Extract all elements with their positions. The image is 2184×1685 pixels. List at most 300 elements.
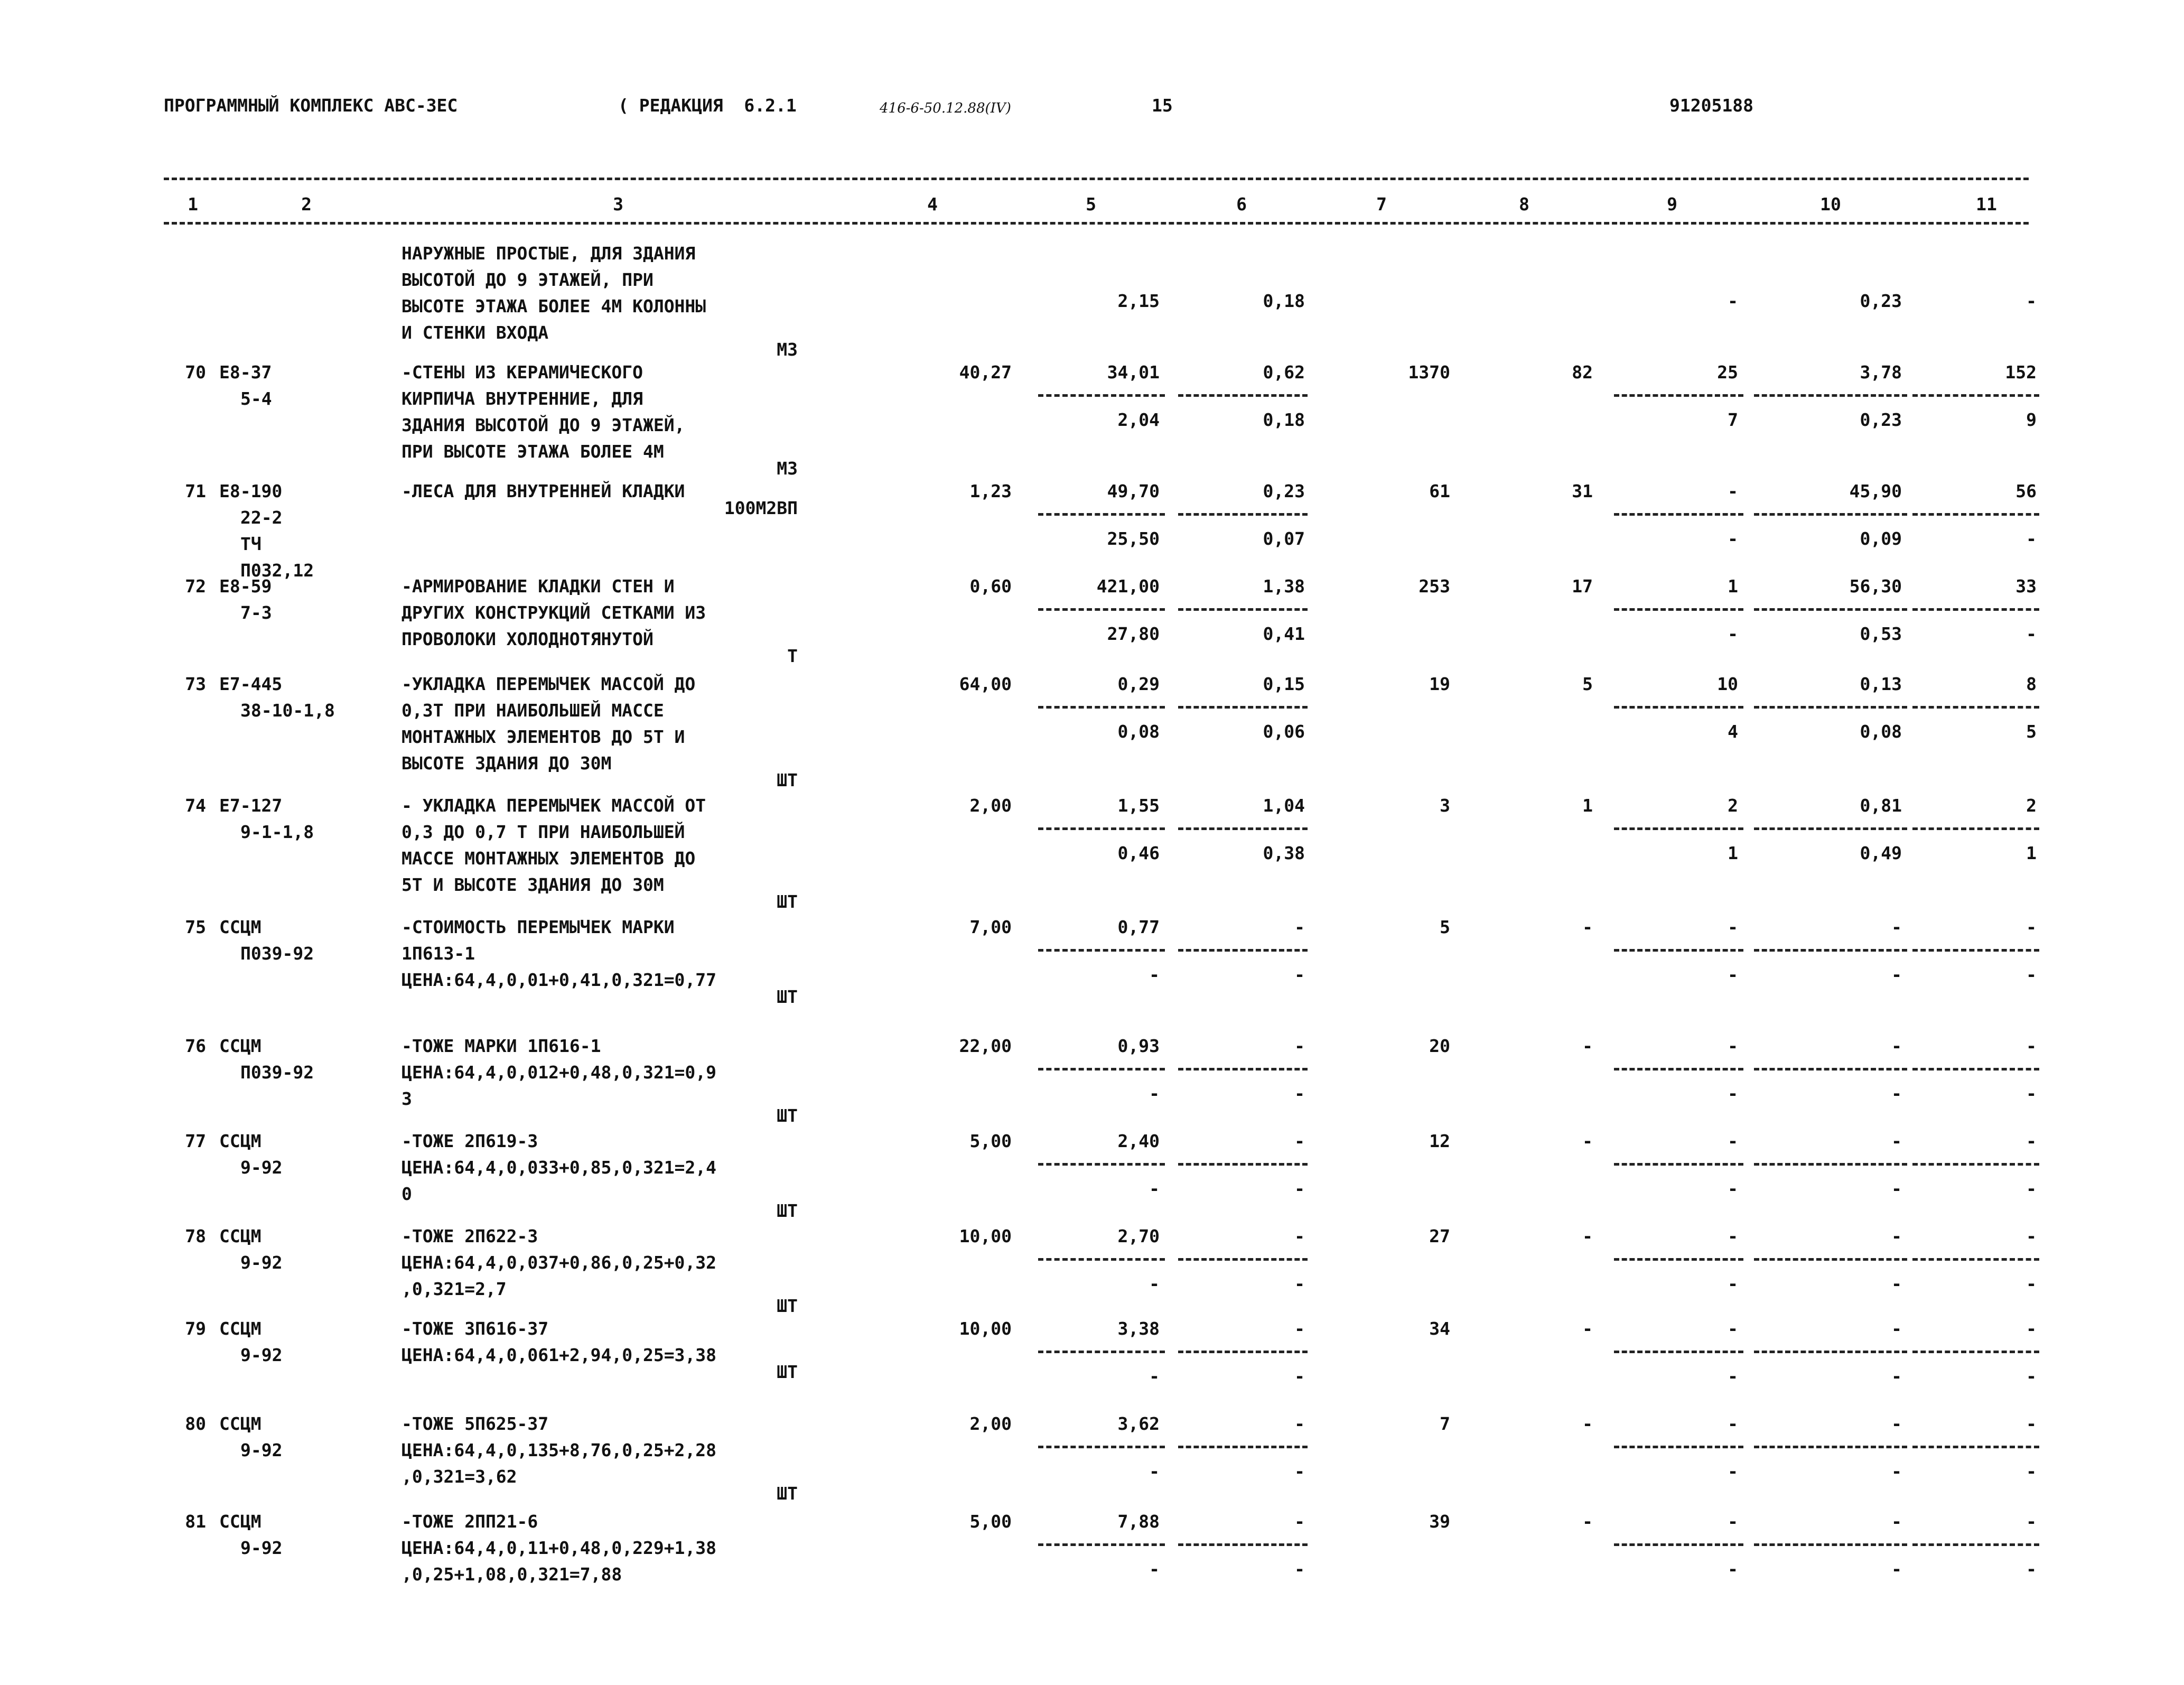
cell-separator bbox=[1038, 394, 1165, 397]
row-unit: 100М2ВП bbox=[724, 498, 798, 518]
cell-col6-second: - bbox=[1294, 1366, 1305, 1386]
row-number: 77 bbox=[185, 1131, 206, 1151]
cell-col10-second: 0,09 bbox=[1860, 528, 1902, 549]
row-description: 5Т И ВЫСОТЕ ЗДАНИЯ ДО 30М bbox=[402, 874, 664, 895]
column-header-3: 3 bbox=[613, 194, 623, 215]
cell-col10-second: 0,08 bbox=[1860, 721, 1902, 742]
cell-separator bbox=[1614, 1068, 1743, 1070]
row-description: ЦЕНА:64,4,0,012+0,48,0,321=0,9 bbox=[402, 1062, 717, 1083]
quantity-cell: 64,00 bbox=[959, 674, 1012, 694]
row-description: -ТОЖЕ МАРКИ 1П616-1 bbox=[402, 1036, 601, 1056]
cell-separator bbox=[1912, 1163, 2039, 1166]
cell-separator bbox=[1912, 1543, 2039, 1546]
row-code: 9-92 bbox=[240, 1345, 283, 1365]
column-header-10: 10 bbox=[1820, 194, 1841, 215]
cell-col7: 7 bbox=[1440, 1413, 1450, 1434]
cell-col9: - bbox=[1728, 481, 1738, 501]
edition-label: ( РЕДАКЦИЯ 6.2.1 bbox=[618, 95, 797, 116]
quantity-cell: 10,00 bbox=[959, 1318, 1012, 1339]
row-unit: ШТ bbox=[777, 891, 798, 912]
cell-col8: - bbox=[1582, 1131, 1593, 1151]
row-description: ЗДАНИЯ ВЫСОТОЙ ДО 9 ЭТАЖЕЙ, bbox=[402, 415, 685, 435]
cell-col11-second: - bbox=[2026, 1461, 2037, 1482]
cell-separator bbox=[1614, 1543, 1743, 1546]
row-code: Е7-127 bbox=[219, 795, 283, 816]
row-description: ВЫСОТОЙ ДО 9 ЭТАЖЕЙ, ПРИ bbox=[402, 269, 654, 290]
cell-col9: - bbox=[1728, 1036, 1738, 1056]
cell-col5: 1,55 bbox=[1117, 795, 1160, 816]
cell-separator bbox=[1754, 1163, 1907, 1166]
cell-col10: 56,30 bbox=[1849, 576, 1902, 597]
cell-separator bbox=[1912, 827, 2039, 830]
cell-separator bbox=[1754, 608, 1907, 611]
cell-col11: - bbox=[2026, 1036, 2037, 1056]
cell-separator bbox=[1754, 513, 1907, 516]
row-description: -ТОЖЕ 2П622-3 bbox=[402, 1226, 538, 1246]
cell-separator bbox=[1754, 706, 1907, 709]
cell-separator bbox=[1614, 1163, 1743, 1166]
quantity-cell: 2,00 bbox=[969, 795, 1012, 816]
cell-col11: 152 bbox=[2005, 362, 2037, 383]
cell-separator bbox=[1178, 827, 1308, 830]
row-description: -ТОЖЕ 3П616-37 bbox=[402, 1318, 549, 1339]
column-header-11: 11 bbox=[1976, 194, 1997, 215]
cell-col7: 20 bbox=[1429, 1036, 1450, 1056]
cell-col5-second: 2,15 bbox=[1117, 291, 1160, 311]
row-description: ЦЕНА:64,4,0,01+0,41,0,321=0,77 bbox=[402, 970, 717, 990]
cell-col11: 33 bbox=[2015, 576, 2037, 597]
cell-col6-second: 0,06 bbox=[1263, 721, 1305, 742]
row-code: 9-92 bbox=[240, 1157, 283, 1178]
row-description: ,0,25+1,08,0,321=7,88 bbox=[402, 1564, 622, 1585]
cell-col9-second: - bbox=[1728, 528, 1738, 549]
cell-separator bbox=[1754, 394, 1907, 397]
cell-separator bbox=[1614, 1258, 1743, 1261]
cell-col6-second: 0,07 bbox=[1263, 528, 1305, 549]
cell-col11: - bbox=[2026, 1131, 2037, 1151]
cell-col6: 1,38 bbox=[1263, 576, 1305, 597]
cell-col6-second: - bbox=[1294, 964, 1305, 985]
cell-col9: - bbox=[1728, 1413, 1738, 1434]
cell-col6: - bbox=[1294, 1511, 1305, 1532]
cell-col11-second: 5 bbox=[2026, 721, 2037, 742]
cell-separator bbox=[1614, 706, 1743, 709]
cell-col9: - bbox=[1728, 1318, 1738, 1339]
cell-col10-second: 0,23 bbox=[1860, 409, 1902, 430]
cell-separator bbox=[1614, 949, 1743, 952]
cell-col5: 2,70 bbox=[1117, 1226, 1160, 1246]
row-code: ТЧ bbox=[240, 534, 262, 554]
cell-col10: - bbox=[1891, 1318, 1902, 1339]
cell-separator bbox=[1614, 513, 1743, 516]
cell-col11: 2 bbox=[2026, 795, 2037, 816]
row-number: 72 bbox=[185, 576, 206, 597]
row-description: -ТОЖЕ 5П625-37 bbox=[402, 1413, 549, 1434]
cell-separator bbox=[1754, 1543, 1907, 1546]
cell-col11-second: 9 bbox=[2026, 409, 2037, 430]
cell-col11: - bbox=[2026, 1318, 2037, 1339]
cell-separator bbox=[1912, 608, 2039, 611]
cell-separator bbox=[1754, 827, 1907, 830]
cell-col11-second: - bbox=[2026, 1366, 2037, 1386]
cell-col11-second: - bbox=[2026, 1083, 2037, 1104]
cell-col8: 82 bbox=[1572, 362, 1593, 383]
row-unit: ШТ bbox=[777, 1105, 798, 1126]
cell-col11-second: - bbox=[2026, 291, 2037, 311]
cell-separator bbox=[1912, 1446, 2039, 1448]
cell-col6: - bbox=[1294, 1226, 1305, 1246]
cell-col10-second: - bbox=[1891, 1273, 1902, 1294]
row-description: -АРМИРОВАНИЕ КЛАДКИ СТЕН И bbox=[402, 576, 675, 597]
row-unit: М3 bbox=[777, 339, 798, 360]
cell-separator bbox=[1178, 608, 1308, 611]
row-description: ЦЕНА:64,4,0,033+0,85,0,321=2,4 bbox=[402, 1157, 717, 1178]
row-code: ССЦМ bbox=[219, 1511, 262, 1532]
row-number: 81 bbox=[185, 1511, 206, 1532]
cell-col5-second: 27,80 bbox=[1107, 623, 1160, 644]
cell-col7: 19 bbox=[1429, 674, 1450, 694]
cell-col8: 17 bbox=[1572, 576, 1593, 597]
cell-col6: - bbox=[1294, 1318, 1305, 1339]
row-description: И СТЕНКИ ВХОДА bbox=[402, 322, 549, 343]
cell-col9-second: - bbox=[1728, 623, 1738, 644]
cell-col11: - bbox=[2026, 917, 2037, 937]
cell-col5: 34,01 bbox=[1107, 362, 1160, 383]
cell-separator bbox=[1614, 827, 1743, 830]
cell-separator bbox=[1038, 1351, 1165, 1353]
cell-col5-second: 0,08 bbox=[1117, 721, 1160, 742]
row-code: 9-92 bbox=[240, 1538, 283, 1558]
cell-col11-second: - bbox=[2026, 1273, 2037, 1294]
row-number: 74 bbox=[185, 795, 206, 816]
row-description: ДРУГИХ КОНСТРУКЦИЙ СЕТКАМИ ИЗ bbox=[402, 602, 706, 623]
cell-separator bbox=[1614, 608, 1743, 611]
quantity-cell: 1,23 bbox=[969, 481, 1012, 501]
quantity-cell: 40,27 bbox=[959, 362, 1012, 383]
row-description: - УКЛАДКА ПЕРЕМЫЧЕК МАССОЙ ОТ bbox=[402, 795, 706, 816]
cell-separator bbox=[1754, 1068, 1907, 1070]
cell-col8: 5 bbox=[1582, 674, 1593, 694]
cell-separator bbox=[1912, 706, 2039, 709]
cell-col6-second: 0,18 bbox=[1263, 291, 1305, 311]
column-header-8: 8 bbox=[1519, 194, 1529, 215]
row-number: 78 bbox=[185, 1226, 206, 1246]
row-code: ССЦМ bbox=[219, 1413, 262, 1434]
row-description: 3 bbox=[402, 1088, 412, 1109]
cell-separator bbox=[1038, 513, 1165, 516]
program-title: ПРОГРАММНЫЙ КОМПЛЕКС АВС-ЗЕС bbox=[164, 95, 458, 116]
row-description: ПРИ ВЫСОТЕ ЭТАЖА БОЛЕЕ 4М bbox=[402, 441, 664, 462]
cell-col5-second: - bbox=[1149, 1559, 1160, 1579]
cell-col9-second: - bbox=[1728, 1559, 1738, 1579]
row-unit: ШТ bbox=[777, 1200, 798, 1221]
row-number: 71 bbox=[185, 481, 206, 501]
cell-col9: 10 bbox=[1717, 674, 1738, 694]
cell-col6: 0,62 bbox=[1263, 362, 1305, 383]
cell-separator bbox=[1178, 1446, 1308, 1448]
cell-col9-second: - bbox=[1728, 1083, 1738, 1104]
cell-separator bbox=[1912, 394, 2039, 397]
row-description: -ЛЕСА ДЛЯ ВНУТРЕННЕЙ КЛАДКИ bbox=[402, 481, 685, 501]
quantity-cell: 0,60 bbox=[969, 576, 1012, 597]
cell-separator bbox=[1038, 1163, 1165, 1166]
row-code: Е8-37 bbox=[219, 362, 272, 383]
cell-col5: 3,62 bbox=[1117, 1413, 1160, 1434]
cell-col5: 0,29 bbox=[1117, 674, 1160, 694]
cell-col6-second: 0,18 bbox=[1263, 409, 1305, 430]
cell-separator bbox=[1178, 394, 1308, 397]
cell-col5-second: - bbox=[1149, 964, 1160, 985]
row-code: ССЦМ bbox=[219, 917, 262, 937]
cell-separator bbox=[1614, 1446, 1743, 1448]
cell-col7: 27 bbox=[1429, 1226, 1450, 1246]
row-description: 0 bbox=[402, 1184, 412, 1204]
cell-col6-second: - bbox=[1294, 1461, 1305, 1482]
row-number: 79 bbox=[185, 1318, 206, 1339]
cell-col5-second: 25,50 bbox=[1107, 528, 1160, 549]
cell-separator bbox=[1038, 1258, 1165, 1261]
cell-col7: 12 bbox=[1429, 1131, 1450, 1151]
cell-col5-second: - bbox=[1149, 1461, 1160, 1482]
cell-separator bbox=[1754, 949, 1907, 952]
row-unit: ШТ bbox=[777, 1362, 798, 1382]
cell-col10-second: - bbox=[1891, 1083, 1902, 1104]
quantity-cell: 10,00 bbox=[959, 1226, 1012, 1246]
cell-col8: - bbox=[1582, 1036, 1593, 1056]
row-unit: ШТ bbox=[777, 1483, 798, 1504]
cell-col5-second: 2,04 bbox=[1117, 409, 1160, 430]
row-description: НАРУЖНЫЕ ПРОСТЫЕ, ДЛЯ ЗДАНИЯ bbox=[402, 243, 696, 264]
row-unit: ШТ bbox=[777, 770, 798, 790]
row-code: П039-92 bbox=[240, 943, 314, 964]
cell-separator bbox=[1912, 1351, 2039, 1353]
handwritten-note: 416-6-50.12.88(IV) bbox=[880, 100, 1011, 116]
row-number: 80 bbox=[185, 1413, 206, 1434]
cell-col9-second: - bbox=[1728, 1461, 1738, 1482]
cell-separator bbox=[1178, 949, 1308, 952]
cell-col11: - bbox=[2026, 1511, 2037, 1532]
row-code: 9-92 bbox=[240, 1252, 283, 1273]
cell-col9-second: 1 bbox=[1728, 843, 1738, 863]
cell-col10: - bbox=[1891, 1511, 1902, 1532]
cell-col11: - bbox=[2026, 1413, 2037, 1434]
row-description: ВЫСОТЕ ЭТАЖА БОЛЕЕ 4М КОЛОННЫ bbox=[402, 296, 706, 316]
cell-col5: 421,00 bbox=[1096, 576, 1160, 597]
cell-col5: 0,77 bbox=[1117, 917, 1160, 937]
row-code: 9-92 bbox=[240, 1440, 283, 1460]
row-code: ССЦМ bbox=[219, 1131, 262, 1151]
row-description: МОНТАЖНЫХ ЭЛЕМЕНТОВ ДО 5Т И bbox=[402, 727, 685, 747]
cell-separator bbox=[1912, 1068, 2039, 1070]
cell-col9-second: - bbox=[1728, 291, 1738, 311]
cell-col11: 8 bbox=[2026, 674, 2037, 694]
cell-separator bbox=[1038, 949, 1165, 952]
row-number: 73 bbox=[185, 674, 206, 694]
cell-col6-second: - bbox=[1294, 1273, 1305, 1294]
cell-col5: 3,38 bbox=[1117, 1318, 1160, 1339]
cell-col9-second: - bbox=[1728, 1178, 1738, 1199]
cell-separator bbox=[1178, 1258, 1308, 1261]
cell-col8: 31 bbox=[1572, 481, 1593, 501]
cell-separator bbox=[1754, 1446, 1907, 1448]
cell-separator bbox=[1614, 394, 1743, 397]
column-header-9: 9 bbox=[1667, 194, 1677, 215]
cell-col9: - bbox=[1728, 1511, 1738, 1532]
row-description: ПРОВОЛОКИ ХОЛОДНОТЯНУТОЙ bbox=[402, 629, 654, 649]
cell-separator bbox=[1178, 706, 1308, 709]
cell-col8: - bbox=[1582, 1413, 1593, 1434]
cell-col11: 56 bbox=[2015, 481, 2037, 501]
cell-col9: - bbox=[1728, 1226, 1738, 1246]
row-description: 0,3Т ПРИ НАИБОЛЬШЕЙ МАССЕ bbox=[402, 700, 664, 721]
row-description: -СТОИМОСТЬ ПЕРЕМЫЧЕК МАРКИ bbox=[402, 917, 675, 937]
quantity-cell: 7,00 bbox=[969, 917, 1012, 937]
cell-col9-second: - bbox=[1728, 1366, 1738, 1386]
quantity-cell: 5,00 bbox=[969, 1511, 1012, 1532]
cell-separator bbox=[1038, 1068, 1165, 1070]
cell-separator bbox=[1754, 1258, 1907, 1261]
cell-separator bbox=[1038, 608, 1165, 611]
row-description: ЦЕНА:64,4,0,037+0,86,0,25+0,32 bbox=[402, 1252, 717, 1273]
row-code: ССЦМ bbox=[219, 1036, 262, 1056]
row-description: ,0,321=3,62 bbox=[402, 1466, 517, 1487]
row-code: ССЦМ bbox=[219, 1318, 262, 1339]
cell-col10: - bbox=[1891, 1131, 1902, 1151]
cell-col5-second: - bbox=[1149, 1273, 1160, 1294]
cell-col6: - bbox=[1294, 1131, 1305, 1151]
cell-col11-second: - bbox=[2026, 964, 2037, 985]
cell-col11-second: 1 bbox=[2026, 843, 2037, 863]
quantity-cell: 22,00 bbox=[959, 1036, 1012, 1056]
row-code: П039-92 bbox=[240, 1062, 314, 1083]
cell-col7: 253 bbox=[1418, 576, 1450, 597]
cell-col9: - bbox=[1728, 917, 1738, 937]
row-code: 22-2 bbox=[240, 507, 283, 528]
cell-col5: 2,40 bbox=[1117, 1131, 1160, 1151]
cell-col11-second: - bbox=[2026, 623, 2037, 644]
quantity-cell: 5,00 bbox=[969, 1131, 1012, 1151]
cell-col7: 39 bbox=[1429, 1511, 1450, 1532]
cell-col7: 1370 bbox=[1408, 362, 1450, 383]
cell-col10-second: 0,49 bbox=[1860, 843, 1902, 863]
cell-col9: 2 bbox=[1728, 795, 1738, 816]
cell-col10-second: 0,53 bbox=[1860, 623, 1902, 644]
cell-col10: - bbox=[1891, 917, 1902, 937]
cell-separator bbox=[1614, 1351, 1743, 1353]
cell-col10: 45,90 bbox=[1849, 481, 1902, 501]
column-header-4: 4 bbox=[927, 194, 938, 215]
cell-col10-second: - bbox=[1891, 1178, 1902, 1199]
row-description: ВЫСОТЕ ЗДАНИЯ ДО 30М bbox=[402, 753, 612, 774]
cell-col5-second: 0,46 bbox=[1117, 843, 1160, 863]
cell-col7: 3 bbox=[1440, 795, 1450, 816]
cell-col10-second: 0,23 bbox=[1860, 291, 1902, 311]
row-code: 38-10-1,8 bbox=[240, 700, 335, 721]
cell-col10: 3,78 bbox=[1860, 362, 1902, 383]
row-description: ЦЕНА:64,4,0,061+2,94,0,25=3,38 bbox=[402, 1345, 717, 1365]
row-description: -ТОЖЕ 2П619-3 bbox=[402, 1131, 538, 1151]
row-code: ССЦМ bbox=[219, 1226, 262, 1246]
cell-separator bbox=[1912, 949, 2039, 952]
row-number: 75 bbox=[185, 917, 206, 937]
cell-col6-second: 0,38 bbox=[1263, 843, 1305, 863]
cell-col8: - bbox=[1582, 917, 1593, 937]
cell-col9: 25 bbox=[1717, 362, 1738, 383]
column-header-2: 2 bbox=[301, 194, 312, 215]
cell-col6: 0,23 bbox=[1263, 481, 1305, 501]
cell-col10: 0,81 bbox=[1860, 795, 1902, 816]
cell-col5-second: - bbox=[1149, 1178, 1160, 1199]
cell-col9: 1 bbox=[1728, 576, 1738, 597]
row-description: ЦЕНА:64,4,0,135+8,76,0,25+2,28 bbox=[402, 1440, 717, 1460]
cell-col7: 61 bbox=[1429, 481, 1450, 501]
row-description: -ТОЖЕ 2ПП21-6 bbox=[402, 1511, 538, 1532]
cell-col8: 1 bbox=[1582, 795, 1593, 816]
row-code: 5-4 bbox=[240, 388, 272, 409]
cell-col7: 5 bbox=[1440, 917, 1450, 937]
row-description: 1П613-1 bbox=[402, 943, 475, 964]
cell-separator bbox=[1038, 827, 1165, 830]
row-unit: М3 bbox=[777, 458, 798, 479]
cell-col5: 7,88 bbox=[1117, 1511, 1160, 1532]
row-code: 9-1-1,8 bbox=[240, 822, 314, 842]
cell-col10-second: - bbox=[1891, 1461, 1902, 1482]
cell-separator bbox=[1038, 1543, 1165, 1546]
cell-separator bbox=[1754, 1351, 1907, 1353]
cell-col10: - bbox=[1891, 1226, 1902, 1246]
cell-col11-second: - bbox=[2026, 1559, 2037, 1579]
row-unit: Т bbox=[787, 646, 798, 666]
row-code: Е8-59 bbox=[219, 576, 272, 597]
cell-col8: - bbox=[1582, 1226, 1593, 1246]
row-description: МАССЕ МОНТАЖНЫХ ЭЛЕМЕНТОВ ДО bbox=[402, 848, 696, 869]
cell-col10-second: - bbox=[1891, 964, 1902, 985]
cell-separator bbox=[1912, 1258, 2039, 1261]
cell-col9-second: 4 bbox=[1728, 721, 1738, 742]
cell-col5-second: - bbox=[1149, 1083, 1160, 1104]
row-description: ЦЕНА:64,4,0,11+0,48,0,229+1,38 bbox=[402, 1538, 717, 1558]
cell-separator bbox=[1178, 1543, 1308, 1546]
cell-col6-second: 0,41 bbox=[1263, 623, 1305, 644]
cell-col9: - bbox=[1728, 1131, 1738, 1151]
column-header-1: 1 bbox=[188, 194, 198, 215]
cell-col9-second: - bbox=[1728, 1273, 1738, 1294]
cell-col6: - bbox=[1294, 1036, 1305, 1056]
row-number: 76 bbox=[185, 1036, 206, 1056]
quantity-cell: 2,00 bbox=[969, 1413, 1012, 1434]
cell-col11: - bbox=[2026, 1226, 2037, 1246]
cell-col6: 0,15 bbox=[1263, 674, 1305, 694]
cell-separator bbox=[1178, 1068, 1308, 1070]
row-code: Е7-445 bbox=[219, 674, 283, 694]
row-unit: ШТ bbox=[777, 1296, 798, 1316]
cell-separator bbox=[1038, 706, 1165, 709]
cell-separator bbox=[1178, 1163, 1308, 1166]
cell-col5-second: - bbox=[1149, 1366, 1160, 1386]
cell-col10: - bbox=[1891, 1413, 1902, 1434]
row-code: 7-3 bbox=[240, 602, 272, 623]
cell-separator bbox=[1038, 1446, 1165, 1448]
row-code: П032,12 bbox=[240, 560, 314, 581]
cell-col10-second: - bbox=[1891, 1366, 1902, 1386]
cell-separator bbox=[1178, 513, 1308, 516]
cell-col9-second: - bbox=[1728, 964, 1738, 985]
cell-col5: 49,70 bbox=[1107, 481, 1160, 501]
cell-col8: - bbox=[1582, 1318, 1593, 1339]
column-header-7: 7 bbox=[1376, 194, 1387, 215]
row-description: -СТЕНЫ ИЗ КЕРАМИЧЕСКОГО bbox=[402, 362, 643, 383]
cell-separator bbox=[1912, 513, 2039, 516]
